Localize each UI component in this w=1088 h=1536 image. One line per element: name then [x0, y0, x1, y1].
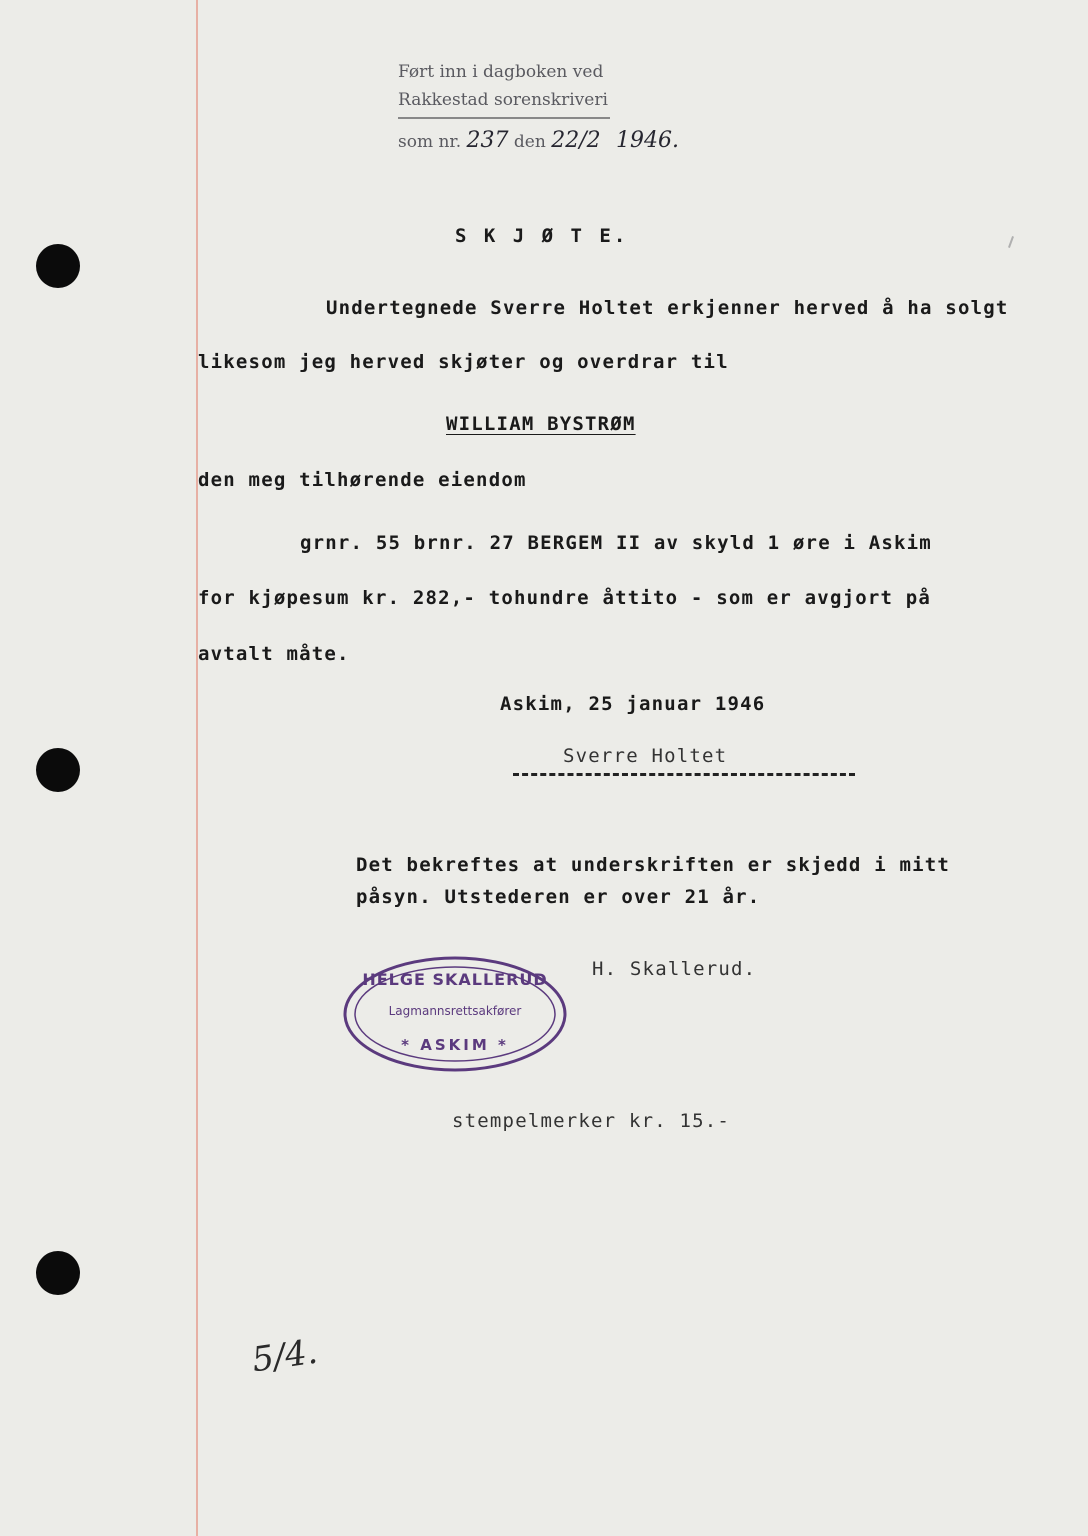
- stamp-title: Lagmannsrettsakfører: [388, 1004, 522, 1018]
- margin-line: [196, 0, 198, 1536]
- lawyer-stamp: [340, 952, 570, 1076]
- stamp-city: * ASKIM *: [401, 1036, 509, 1054]
- signature-name: Sverre Holtet: [563, 745, 728, 767]
- registry-line-1: Ført inn i dagboken ved: [398, 62, 604, 82]
- punch-hole-top: [36, 244, 80, 288]
- witness-name: H. Skallerud.: [592, 958, 757, 980]
- punch-hole-bottom: [36, 1251, 80, 1295]
- para1-line2: likesom jeg herved skjøter og overdrar til: [198, 351, 729, 373]
- property-line: grnr. 55 brnr. 27 BERGEM II av skyld 1 øre i Askim: [300, 532, 932, 554]
- registry-rule: [398, 117, 610, 119]
- registry-line-2: Rakkestad sorenskriveri: [398, 90, 608, 110]
- para2: den meg tilhørende eiendom: [198, 469, 527, 491]
- registry-number: 237: [466, 128, 509, 153]
- registry-line-3: [398, 128, 679, 153]
- buyer-name: WILLIAM BYSTRØM: [446, 413, 636, 435]
- para1-line1: Undertegnede Sverre Holtet erkjenner herved å ha solgt: [326, 297, 1009, 319]
- document-title: S K J Ø T E.: [455, 225, 629, 247]
- stamp-star-right: *: [498, 1036, 509, 1054]
- stamp-fee: stempelmerker kr. 15.-: [452, 1110, 731, 1132]
- price-line: for kjøpesum kr. 282,- tohundre åttito - som er avgjort på: [198, 587, 932, 609]
- punch-hole-middle: [36, 748, 80, 792]
- place-date: Askim, 25 januar 1946: [500, 693, 766, 715]
- stamp-name: HELGE SKALLERUD: [362, 970, 548, 989]
- registry-den: den: [513, 132, 546, 152]
- confirm-line2: påsyn. Utstederen er over 21 år.: [356, 886, 761, 908]
- registry-som-nr: som nr.: [398, 132, 462, 152]
- registry-date: 22/2: [551, 128, 601, 153]
- price-line-2: avtalt måte.: [198, 643, 350, 665]
- signature-line: [513, 773, 855, 776]
- stamp-star-left: *: [401, 1036, 412, 1054]
- pencil-mark: [1008, 236, 1014, 248]
- confirm-line1: Det bekreftes at underskriften er skjedd i mitt: [356, 854, 951, 876]
- registry-year: 1946.: [616, 128, 680, 153]
- margin-note: 5/4.: [249, 1331, 320, 1381]
